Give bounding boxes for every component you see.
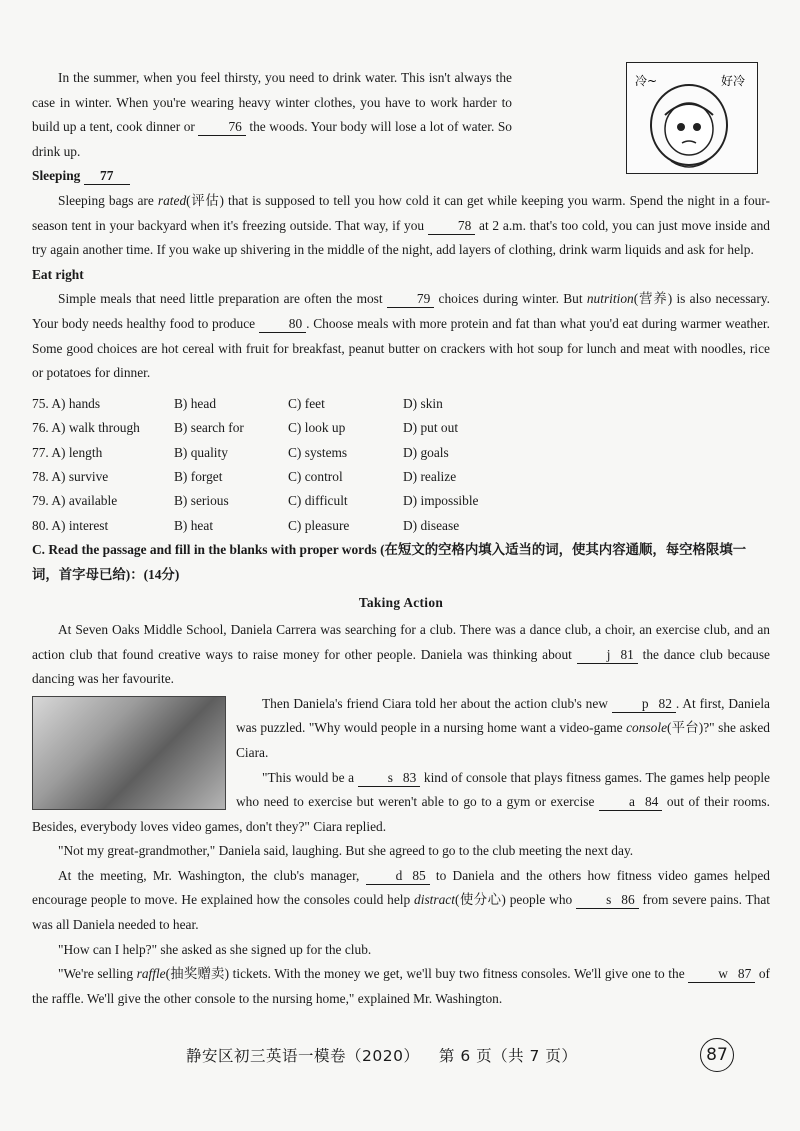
blank-87[interactable] <box>688 966 755 983</box>
blank-number: 87 <box>737 966 752 982</box>
text: "We're selling <box>58 966 134 982</box>
text: out of their rooms. Besides, everybody loves video games, don't they?" Ciara replied. <box>32 794 770 834</box>
text: kind of console that plays fitness games. The games help people who need to exercise but weren't able to go to a gym or exercise <box>236 769 770 810</box>
paragraph-summer <box>32 66 512 164</box>
blank-83[interactable] <box>358 770 421 787</box>
option[interactable]: 78. A) survive <box>32 468 109 484</box>
first-letter: a <box>628 794 635 810</box>
heading-text: Sleeping <box>32 168 81 184</box>
gloss: (使分心) <box>454 892 506 908</box>
option[interactable]: C) difficult <box>288 493 348 509</box>
text: " she asked Ciara. <box>236 720 770 760</box>
gloss: (营养) <box>633 291 673 307</box>
first-letter: p <box>641 695 649 711</box>
option[interactable]: C) look up <box>288 420 346 436</box>
option[interactable]: B) forget <box>174 468 223 484</box>
text: "This would be a <box>262 769 355 785</box>
option[interactable]: D) skin <box>403 395 443 411</box>
paragraph-sleeping <box>32 189 770 263</box>
heading-eat-right: Eat right <box>32 266 84 282</box>
text: Sleeping bags are <box>58 192 154 208</box>
option[interactable]: 75. A) hands <box>32 395 101 411</box>
photo-block <box>32 692 770 840</box>
option-row-80 <box>32 514 770 538</box>
option[interactable]: D) impossible <box>403 493 479 509</box>
section-c-instructions: C. Read the passage and fill in the blanks with proper words (在短文的空格内填入适当的词，使其内容通顺，每空格限填一词，首字母已给)：(14分) <box>32 542 747 582</box>
first-letter: w <box>718 966 728 982</box>
passage-paragraph-6: "How can I help?" she asked as she signed up for the club. <box>58 941 372 957</box>
blank-86[interactable] <box>576 892 639 909</box>
text: At the meeting, Mr. Washington, the club's manager, <box>58 867 360 883</box>
first-letter: j <box>606 646 611 662</box>
exam-title: 静安区初三英语一模卷（2020） <box>186 1047 420 1065</box>
text: the woods. Your body will lose a lot of water. So drink up. <box>32 119 512 159</box>
option[interactable]: D) realize <box>403 468 457 484</box>
option[interactable]: B) head <box>174 395 217 411</box>
option-row-76 <box>32 416 770 440</box>
page-footer <box>186 1044 591 1066</box>
option[interactable]: C) feet <box>288 395 325 411</box>
blank-number: 83 <box>402 769 417 785</box>
option[interactable]: D) put out <box>403 420 459 436</box>
blank-number: 84 <box>644 794 659 810</box>
option-row-78 <box>32 465 770 489</box>
italic-word: distract <box>414 892 455 908</box>
passage-title: Taking Action <box>358 595 444 611</box>
text: tickets. With the money we get, we'll buy two fitness consoles. We'll give one to the <box>232 966 685 982</box>
blank-85[interactable] <box>366 868 430 885</box>
gloss: (评估) <box>186 192 224 208</box>
blank-78[interactable] <box>428 218 475 235</box>
text: that is supposed to tell you how cold it can get while keeping you warm. Spend the night in a four-season tent in your backyard when it's freezing outside. That way, if you <box>32 192 770 233</box>
cartoon-text-left: 冷~ <box>635 74 658 88</box>
text: . At first, Daniela was puzzled. "Why would people in a nursing home want a video-game <box>236 695 770 736</box>
option[interactable]: B) heat <box>174 517 214 533</box>
option[interactable]: D) goals <box>403 444 449 460</box>
option[interactable]: B) quality <box>174 444 228 460</box>
blank-82[interactable] <box>612 696 676 713</box>
text: to Daniela and the others how fitness video games helped encourage people to move. He explained how the consoles could help <box>32 867 770 908</box>
first-letter: s <box>606 892 612 908</box>
blank-number: 85 <box>412 867 426 883</box>
option[interactable]: B) search for <box>174 420 244 436</box>
option[interactable]: 77. A) length <box>32 444 103 460</box>
paragraph-eat-right <box>32 287 770 385</box>
page-number: 第 6 页（共 7 页） <box>438 1047 578 1065</box>
text: In the summer, when you feel thirsty, you need to drink water. This isn't always the case in winter. When you're wearing heavy winter clothes, you have to work harder to build up a tent, cook dinner or <box>32 70 512 135</box>
passage-paragraph-5 <box>32 864 770 938</box>
text: Then Daniela's friend Ciara told her about the action club's new <box>262 695 608 711</box>
text: at 2 a.m. that's too cold, you can just move inside and try again another time. If you wake up shivering in the middle of the night, add layers of clothing, drink warm liquids and ask for help. <box>32 217 770 258</box>
cold-girl-cartoon <box>626 62 758 174</box>
blank-number: 81 <box>620 646 634 662</box>
page-content <box>32 66 770 1011</box>
blank-number: 79 <box>416 291 431 307</box>
option[interactable]: 80. A) interest <box>32 517 109 533</box>
blank-77[interactable] <box>84 168 130 185</box>
option[interactable]: 79. A) available <box>32 493 118 509</box>
gloss: (平台)? <box>667 720 710 736</box>
text: the dance club because dancing was her favourite. <box>32 646 770 687</box>
option[interactable]: D) disease <box>403 517 460 533</box>
blank-number: 77 <box>100 168 114 184</box>
option-row-75 <box>32 392 770 416</box>
blank-number: 78 <box>457 217 472 233</box>
passage-paragraph-7 <box>32 962 770 1011</box>
italic-word: console <box>626 720 668 736</box>
blank-81[interactable] <box>577 647 638 664</box>
text: of the raffle. We'll give the other console to the nursing home," explained Mr. Washington. <box>32 966 770 1006</box>
text: people who <box>509 892 573 908</box>
page-badge: 87 <box>700 1038 734 1072</box>
option[interactable]: C) systems <box>288 444 348 460</box>
italic-word: raffle <box>136 966 166 982</box>
blank-80[interactable] <box>259 316 306 333</box>
text: Simple meals that need little preparation are often the most <box>58 291 383 307</box>
italic-word: nutrition <box>586 291 634 307</box>
first-letter: d <box>395 867 403 883</box>
option-row-77 <box>32 441 770 465</box>
text: from severe pains. That was all Daniela needed to hear. <box>32 892 771 933</box>
option-row-79 <box>32 489 770 513</box>
cartoon-text-right: 好冷 <box>721 74 746 88</box>
passage-paragraph-1 <box>32 618 770 692</box>
blank-79[interactable] <box>387 291 434 308</box>
cartoon-drawing <box>627 63 757 173</box>
option[interactable]: C) control <box>288 468 343 484</box>
blank-number: 76 <box>228 119 242 135</box>
fitness-game-photo <box>32 696 226 810</box>
blank-number: 80 <box>288 315 303 331</box>
italic-word: rated <box>157 192 187 208</box>
blank-number: 86 <box>621 892 635 908</box>
text: is also necessary. Your body needs healthy food to produce <box>32 291 770 331</box>
options-list <box>32 392 770 538</box>
blank-76[interactable] <box>198 119 245 136</box>
text: At Seven Oaks Middle School, Daniela Carrera was searching for a club. There was a dance club, a choir, an exercise club, and an action club that found creative ways to raise money for other people. Daniela was thinking about <box>32 621 770 662</box>
blank-number: 82 <box>658 695 672 711</box>
gloss: (抽奖赠卖) <box>165 966 230 982</box>
first-letter: s <box>387 769 393 785</box>
summer-block <box>32 66 770 164</box>
option[interactable]: 76. A) walk through <box>32 420 140 436</box>
text: choices during winter. But <box>438 291 583 307</box>
passage-paragraph-4: "Not my great-grandmother," Daniela said, laughing. But she agreed to go to the club meeting the next day. <box>58 843 634 859</box>
option[interactable]: C) pleasure <box>288 517 350 533</box>
blank-84[interactable] <box>599 794 662 811</box>
option[interactable]: B) serious <box>174 493 229 509</box>
text: . Choose meals with more protein and fat than what you'd eat during warmer weather. Some good choices are hot cereal with fruit for breakfast, peanut butter on crackers with hot soup for lunch and meat with noodles, rice or potatoes for dinner. <box>32 315 770 381</box>
